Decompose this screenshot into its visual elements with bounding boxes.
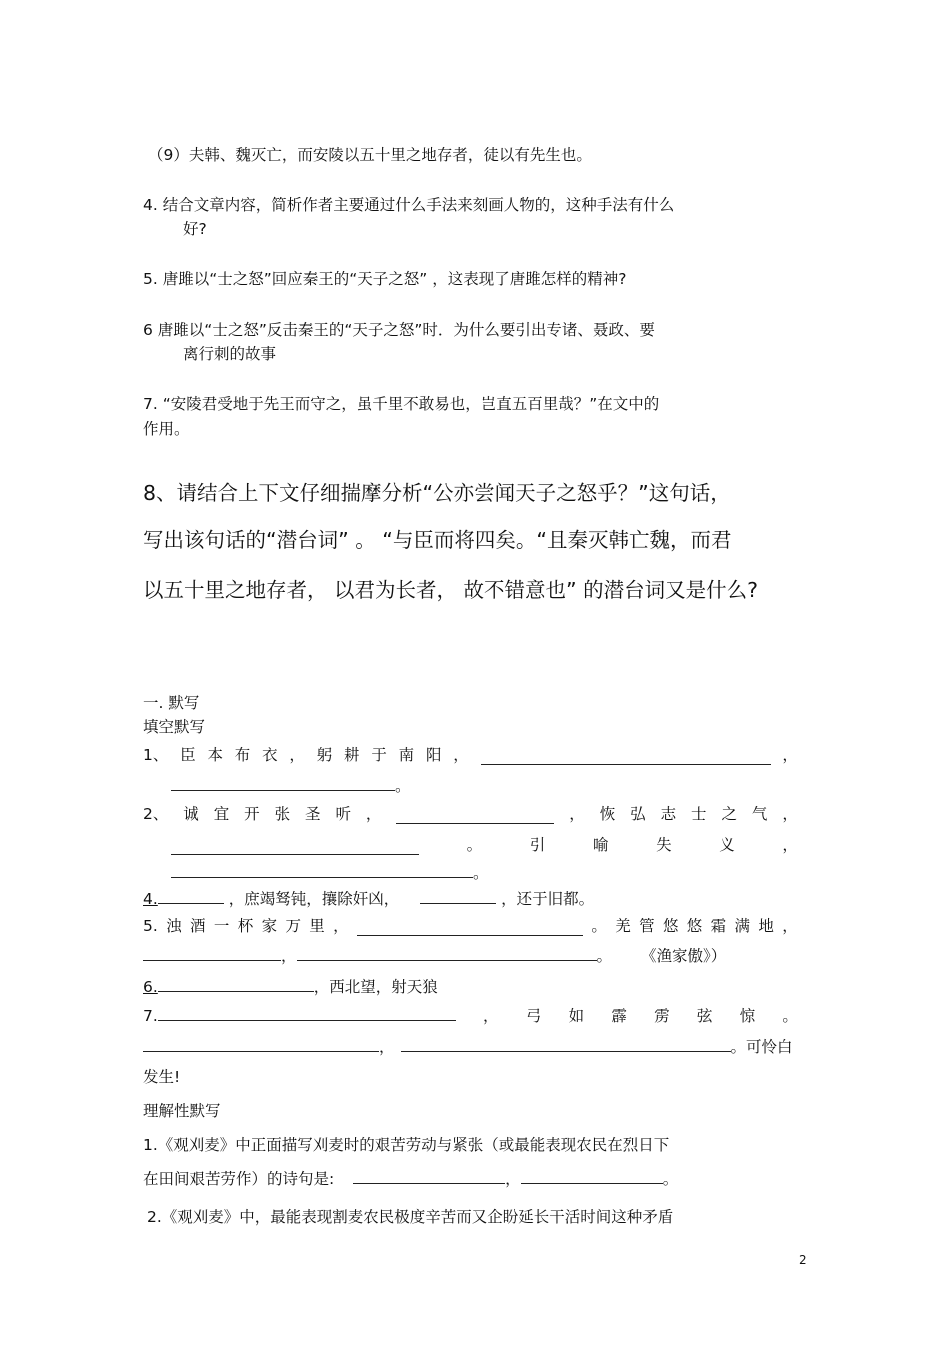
question-9: （9）夫韩、魏灭亡，而安陵以五十里之地存者，徒以有先生也。 (148, 146, 592, 164)
answer-blank[interactable] (171, 776, 395, 791)
answer-blank[interactable] (420, 889, 496, 904)
answer-blank[interactable] (357, 921, 583, 936)
answer-blank[interactable] (396, 809, 554, 824)
answer-blank[interactable] (143, 946, 281, 961)
answer-blank[interactable] (521, 1169, 663, 1184)
answer-blank[interactable] (297, 946, 597, 961)
question-6-line2: 离行刺的故事 (183, 345, 277, 363)
fill-item-1-line2: 。 (171, 776, 411, 796)
understanding-q1-line1: 1.《观刈麦》中正面描写刈麦时的艰苦劳动与紧张（或最能表现农民在烈日下 (143, 1136, 670, 1154)
understanding-q1-line2: 在田间艰苦劳作）的诗句是: ， 。 (143, 1170, 679, 1188)
question-8-line1: 8、请结合上下文仔细揣摩分析“公亦尝闻天子之怒乎？”这句话， (143, 481, 731, 505)
fill-item-2: 2、 诚 宜 开 张 圣 听 ， ， 恢 弘 志 士 之 气 ， (143, 805, 798, 823)
fill-item-5-line2: ， 。 《渔家傲》） (143, 946, 726, 966)
fill-item-7: 7. ， 弓 如 霹 雳 弦 惊 。 (143, 1007, 798, 1025)
answer-blank[interactable] (158, 1006, 456, 1021)
fill-blank-title: 填空默写 (143, 718, 206, 736)
item-number: 7. (143, 1006, 456, 1026)
fill-item-7-line3: 发生! (143, 1068, 181, 1086)
answer-blank[interactable] (158, 889, 224, 904)
item-number: 2、 (143, 805, 169, 823)
question-4-line2: 好? (183, 220, 207, 238)
answer-blank[interactable] (171, 840, 419, 855)
fill-item-1: 1、 臣 本 布 衣 ， 躬 耕 于 南 阳 ， ， (143, 746, 798, 764)
fill-item-6: 6. ，西北望，射天狼 (143, 978, 438, 996)
answer-blank[interactable] (171, 863, 473, 878)
item-number: 1、 (143, 746, 169, 764)
item-number: 5. (143, 917, 158, 935)
fill-item-7-line2: ， 。可怜白 (143, 1037, 793, 1057)
answer-blank[interactable] (158, 977, 314, 992)
page-number: 2 (799, 1253, 807, 1267)
question-7-line1: 7. “安陵君受地于先王而守之，虽千里不敢易也，岂直五百里哉？”在文中的 (143, 395, 660, 413)
answer-blank[interactable] (143, 1037, 379, 1052)
fill-item-2-line2: 。 引 喻 失 义 ， (171, 835, 798, 855)
fill-item-5: 5. 浊 酒 一 杯 家 万 里 ， 。 羌 管 悠 悠 霜 满 地 ， (143, 917, 798, 935)
fill-item-2-line3: 。 (171, 863, 489, 883)
source-title: 《渔家傲》） (640, 947, 727, 965)
question-7-line2: 作用。 (143, 420, 190, 438)
question-8-line3: 以五十里之地存者， 以君为长者， 故不错意也” 的潜台词又是什么? (143, 578, 759, 602)
question-8-line2: 写出该句话的“潜台词” 。 “与臣而将四矣。“且秦灭韩亡魏，而君 (143, 528, 732, 552)
question-4-line1: 4. 结合文章内容，简析作者主要通过什么手法来刻画人物的，这种手法有什么 (143, 196, 675, 214)
item-number: 6. (143, 978, 158, 996)
question-5: 5. 唐雎以“士之怒”回应秦王的“天子之怒” ，这表现了唐雎怎样的精神? (143, 270, 627, 288)
item-number: 4. (143, 890, 158, 908)
answer-blank[interactable] (481, 750, 771, 765)
understanding-title: 理解性默写 (143, 1102, 221, 1120)
answer-blank[interactable] (353, 1169, 505, 1184)
answer-blank[interactable] (401, 1037, 731, 1052)
question-6-line1: 6 唐雎以“士之怒”反击秦王的“天子之怒”时．为什么要引出专诸、聂政、要 (143, 321, 655, 339)
understanding-q2: 2.《观刈麦》中，最能表现割麦农民极度辛苦而又企盼延长干活时间这种矛盾 (147, 1208, 674, 1226)
fill-item-4: 4. ，庶竭驽钝，攘除奸凶， ，还于旧都。 (143, 890, 595, 908)
section-title: 一. 默写 (143, 694, 200, 712)
